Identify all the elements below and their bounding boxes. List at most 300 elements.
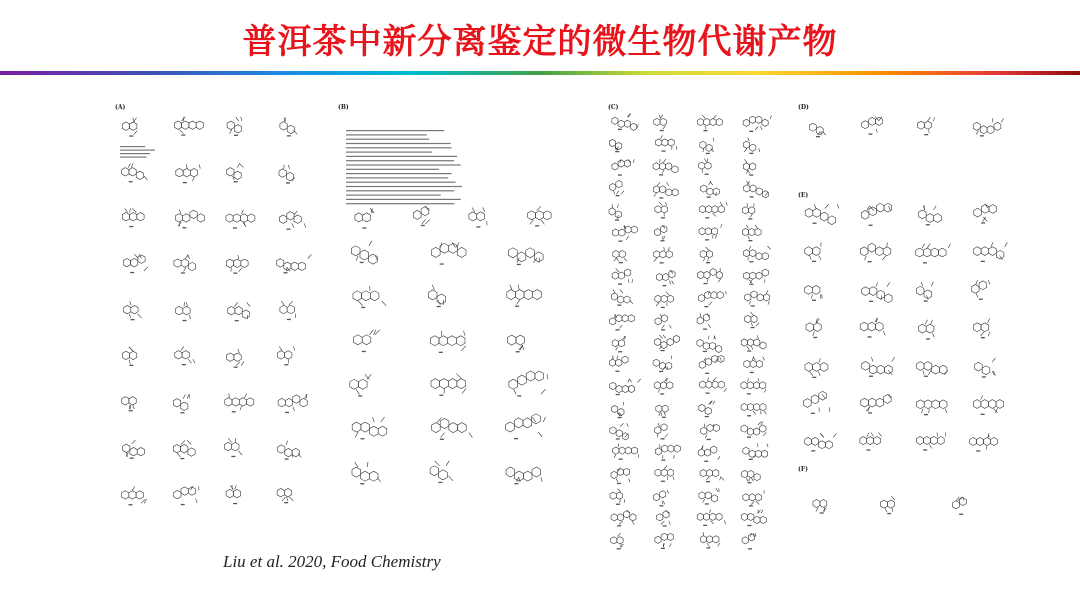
compound-number-mark xyxy=(660,130,664,131)
compound-number-mark xyxy=(706,481,710,482)
compound-number-mark xyxy=(360,483,364,484)
compound-number-mark xyxy=(361,438,365,439)
substituent-line xyxy=(346,186,462,187)
chemical-structure xyxy=(917,362,948,375)
compound-number-mark xyxy=(812,300,816,301)
chemical-structure xyxy=(700,247,713,261)
chemical-structure xyxy=(860,318,885,336)
compound-number-mark xyxy=(129,181,133,182)
chemical-structure xyxy=(355,208,374,222)
compound-number-mark xyxy=(706,393,710,394)
chemical-structure xyxy=(805,433,837,448)
chemical-structure xyxy=(699,401,715,415)
panel-label-a: (A) xyxy=(115,104,126,111)
compound-number-mark xyxy=(284,272,288,273)
compound-number-mark xyxy=(705,373,709,374)
compound-number-mark xyxy=(661,481,665,482)
compound-number-mark xyxy=(703,329,707,330)
compound-number-mark xyxy=(751,305,755,306)
compound-number-mark xyxy=(286,182,290,183)
compound-number-mark xyxy=(747,350,751,351)
compound-number-mark xyxy=(703,351,707,352)
chemical-structure xyxy=(804,391,830,412)
compound-number-mark xyxy=(535,225,539,226)
chemical-structure xyxy=(122,397,137,410)
compound-number-mark xyxy=(868,261,872,262)
compound-number-mark xyxy=(180,458,184,459)
chemical-structure xyxy=(226,210,255,227)
chemical-structure xyxy=(122,163,148,180)
structures-panel-a xyxy=(112,104,327,544)
chemical-structure xyxy=(653,182,678,196)
chemical-structure xyxy=(612,114,638,131)
chemical-structure xyxy=(742,225,761,239)
chemical-structure xyxy=(916,244,951,257)
substituent-line xyxy=(120,157,147,158)
compound-number-mark xyxy=(813,337,817,338)
compound-number-mark xyxy=(362,351,366,352)
chemical-structure xyxy=(609,204,621,218)
compound-number-mark xyxy=(183,182,187,183)
compound-number-mark xyxy=(705,416,709,417)
compound-number-mark xyxy=(748,482,752,483)
compound-number-mark xyxy=(979,299,983,300)
chemical-structure xyxy=(176,164,201,181)
compound-number-mark xyxy=(749,505,753,506)
chemical-structure xyxy=(610,489,625,503)
chemical-structure xyxy=(123,440,145,457)
chemical-structure xyxy=(952,497,966,509)
compound-number-mark xyxy=(661,460,665,461)
chemical-structure xyxy=(973,319,989,337)
compound-number-mark xyxy=(706,153,710,154)
compound-number-mark xyxy=(811,450,815,451)
compound-number-mark xyxy=(866,449,870,450)
compound-number-mark xyxy=(703,525,707,526)
chemical-structure xyxy=(611,533,624,547)
panel-label-c: (C) xyxy=(608,104,619,111)
chemical-structure xyxy=(656,405,668,416)
compound-number-mark xyxy=(235,320,239,321)
compound-number-mark xyxy=(868,412,872,413)
chemical-structure xyxy=(506,467,542,482)
chemical-structure xyxy=(813,500,827,512)
chemical-structure xyxy=(122,487,147,504)
chemical-structure xyxy=(124,301,142,318)
chemical-structure xyxy=(917,433,946,449)
chemical-structure xyxy=(354,330,380,345)
chemical-structure xyxy=(122,347,137,364)
compound-number-mark xyxy=(617,483,621,484)
chemical-structure xyxy=(700,470,724,481)
citation: Liu et al. 2020, Food Chemistry xyxy=(223,552,441,571)
compound-number-mark xyxy=(707,439,711,440)
compound-number-mark xyxy=(811,413,815,414)
chemical-structure xyxy=(351,241,377,264)
compound-number-mark xyxy=(869,376,873,377)
compound-number-mark xyxy=(707,197,711,198)
compound-number-mark xyxy=(616,438,620,439)
chemical-structure xyxy=(699,355,724,368)
chemical-structure xyxy=(612,402,624,416)
chemical-structure xyxy=(611,289,633,303)
compound-number-mark xyxy=(234,181,238,182)
chemical-structure xyxy=(656,270,675,284)
chemical-structure xyxy=(430,331,466,351)
chemical-structure xyxy=(352,417,387,437)
compound-number-mark xyxy=(981,261,985,262)
chemical-structure xyxy=(862,357,895,375)
compound-number-mark xyxy=(476,226,480,227)
chemical-structure xyxy=(699,224,722,238)
chemical-structure xyxy=(974,242,1008,260)
compound-number-mark xyxy=(981,337,985,338)
chemical-structure xyxy=(655,533,674,547)
structures-panel-d xyxy=(795,104,1025,534)
chemical-structure xyxy=(809,123,825,135)
chemical-structure xyxy=(656,135,677,149)
compound-number-mark xyxy=(233,227,237,228)
compound-number-mark xyxy=(360,262,364,263)
compound-number-mark xyxy=(439,395,443,396)
substituent-line xyxy=(346,173,452,174)
chemical-structure xyxy=(612,336,625,350)
compound-number-mark xyxy=(287,319,291,320)
compound-number-mark xyxy=(615,371,619,372)
compound-number-mark xyxy=(662,417,666,418)
chemical-structure xyxy=(226,485,241,498)
compound-number-mark xyxy=(704,306,708,307)
chemical-structure xyxy=(699,159,712,173)
chemical-structure xyxy=(974,204,997,222)
compound-number-mark xyxy=(183,320,187,321)
compound-number-mark xyxy=(812,377,816,378)
compound-number-mark xyxy=(981,222,985,223)
substituent-line xyxy=(346,134,427,135)
compound-number-mark xyxy=(618,129,622,130)
compound-number-mark xyxy=(661,329,665,330)
compound-number-mark xyxy=(616,195,620,196)
compound-number-mark xyxy=(129,504,133,505)
chemical-structure xyxy=(697,510,726,524)
substituent-line xyxy=(346,177,448,178)
compound-number-mark xyxy=(959,514,963,515)
chemical-structure xyxy=(428,285,445,305)
chemical-structure xyxy=(972,280,991,298)
chemical-structure xyxy=(861,394,891,412)
compound-number-mark xyxy=(231,456,235,457)
compound-number-mark xyxy=(980,135,984,136)
chemical-structure xyxy=(176,302,191,319)
chemical-structure xyxy=(225,394,254,411)
compound-number-mark xyxy=(234,135,238,136)
compound-number-mark xyxy=(421,225,425,226)
compound-number-mark xyxy=(287,135,291,136)
chemical-structure xyxy=(655,225,667,239)
chemical-structure xyxy=(741,404,766,415)
chemical-structure xyxy=(861,203,891,219)
compound-number-mark xyxy=(617,525,621,526)
compound-number-mark xyxy=(705,174,709,175)
compound-number-mark xyxy=(661,438,665,439)
chemical-structure xyxy=(805,204,838,225)
panel-label-f: (F) xyxy=(798,466,808,473)
compound-number-mark xyxy=(660,393,664,394)
chemical-structure xyxy=(224,438,242,455)
compound-number-mark xyxy=(869,225,873,226)
chemical-structure xyxy=(741,335,766,349)
compound-number-mark xyxy=(705,239,709,240)
compound-number-mark xyxy=(129,410,133,411)
chemical-structure xyxy=(973,395,1003,413)
chemical-structure xyxy=(805,286,822,299)
compound-number-mark xyxy=(285,458,289,459)
chemical-structure xyxy=(917,400,948,413)
chemical-structure xyxy=(279,165,295,182)
structures-panel-c xyxy=(602,104,782,564)
compound-number-mark xyxy=(659,174,663,175)
compound-number-mark xyxy=(748,218,752,219)
chemical-structure xyxy=(698,268,723,282)
chemical-structure xyxy=(700,138,714,152)
chemical-structure xyxy=(175,210,204,227)
chemical-structure xyxy=(610,314,635,328)
figure-panel-a xyxy=(112,104,327,544)
compound-number-mark xyxy=(747,393,751,394)
compound-number-mark xyxy=(923,449,927,450)
compound-number-mark xyxy=(749,153,753,154)
compound-number-mark xyxy=(616,394,620,395)
chemical-structure xyxy=(744,357,765,368)
chemical-structure xyxy=(174,255,196,272)
chemical-structure xyxy=(228,302,250,319)
compound-number-mark xyxy=(661,307,665,308)
compound-number-mark xyxy=(704,130,708,131)
compound-number-mark xyxy=(924,376,928,377)
compound-number-mark xyxy=(618,351,622,352)
compound-number-mark xyxy=(662,150,666,151)
chemical-structure xyxy=(973,118,1004,134)
compound-number-mark xyxy=(749,284,753,285)
substituent-line xyxy=(346,190,454,191)
compound-number-mark xyxy=(924,134,928,135)
chemical-structure xyxy=(612,268,633,282)
compound-number-mark xyxy=(182,227,186,228)
chemical-structure xyxy=(654,115,667,129)
chemical-structure xyxy=(509,248,544,263)
panel-label-d: (D) xyxy=(798,104,809,111)
chemical-structure xyxy=(743,159,756,173)
compound-number-mark xyxy=(981,414,985,415)
chemical-structure xyxy=(655,314,671,328)
compound-number-mark xyxy=(129,365,133,366)
compound-number-mark xyxy=(617,548,621,549)
chemical-structure xyxy=(509,371,548,394)
compound-number-mark xyxy=(440,439,444,440)
chemical-structure xyxy=(745,290,770,304)
chemical-structure xyxy=(277,489,293,502)
compound-number-mark xyxy=(661,350,665,351)
chemical-structure xyxy=(743,490,764,504)
chemical-structure xyxy=(430,461,453,481)
chemical-structure xyxy=(742,471,761,482)
compound-number-mark xyxy=(659,505,663,506)
compound-number-mark xyxy=(924,414,928,415)
chemical-structure xyxy=(743,269,768,283)
title-divider xyxy=(0,71,1080,75)
compound-number-mark xyxy=(820,512,824,513)
substituent-line xyxy=(346,169,439,170)
substituent-line xyxy=(346,160,454,161)
substituent-line xyxy=(120,146,145,147)
chemical-structure xyxy=(278,394,307,411)
chemical-structure xyxy=(741,510,766,524)
compound-number-mark xyxy=(982,376,986,377)
compound-number-mark xyxy=(747,415,751,416)
chemical-structure xyxy=(970,434,998,450)
chemical-structure xyxy=(743,116,771,130)
compound-number-mark xyxy=(748,240,752,241)
substituent-line xyxy=(346,130,444,131)
chemical-structure xyxy=(610,181,625,195)
chemical-structure xyxy=(699,488,719,502)
compound-number-mark xyxy=(358,395,362,396)
chemical-structure xyxy=(280,301,296,318)
chemical-structure xyxy=(507,285,542,305)
compound-number-mark xyxy=(662,285,666,286)
chemical-structure xyxy=(919,320,935,338)
chemical-structure xyxy=(611,510,636,524)
compound-number-mark xyxy=(868,134,872,135)
compound-number-mark xyxy=(615,219,619,220)
panel-label-e: (E) xyxy=(798,192,809,199)
chemical-structure xyxy=(743,444,768,458)
compound-number-mark xyxy=(439,352,443,353)
compound-number-mark xyxy=(618,417,622,418)
chemical-structure xyxy=(743,246,770,260)
compound-number-mark xyxy=(705,217,709,218)
chemical-structure xyxy=(353,286,386,306)
slide-title: 普洱茶中新分离鉴定的微生物代谢产物 xyxy=(242,22,838,62)
chemical-structure xyxy=(174,117,203,134)
chemical-structure xyxy=(654,378,673,392)
chemical-structure xyxy=(610,379,641,393)
chemical-structure xyxy=(862,282,892,302)
compound-number-mark xyxy=(868,336,872,337)
chemical-structure xyxy=(916,282,933,300)
compound-number-mark xyxy=(181,504,185,505)
substituent-line xyxy=(346,182,456,183)
chemical-structure xyxy=(975,358,996,376)
chemical-structure xyxy=(173,440,195,457)
compound-number-mark xyxy=(750,372,754,373)
compound-number-mark xyxy=(362,227,366,228)
compound-number-mark xyxy=(129,135,133,136)
chemical-structure xyxy=(611,468,630,482)
compound-number-mark xyxy=(976,450,980,451)
substituent-line xyxy=(346,139,429,140)
chemical-structure xyxy=(881,496,895,512)
chemical-structure xyxy=(352,462,381,482)
compound-number-mark xyxy=(887,513,891,514)
chemical-structure xyxy=(122,118,137,135)
compound-number-mark xyxy=(812,261,816,262)
chemical-structure xyxy=(609,356,628,367)
chemical-structure xyxy=(698,445,720,459)
compound-number-mark xyxy=(751,327,755,328)
compound-number-mark xyxy=(616,504,620,505)
chemical-structure xyxy=(227,349,245,366)
compound-number-mark xyxy=(130,458,134,459)
compound-number-mark xyxy=(438,482,442,483)
compound-number-mark xyxy=(233,273,237,274)
chemical-structure xyxy=(860,433,882,445)
compound-number-mark xyxy=(926,224,930,225)
chemical-structure xyxy=(741,378,766,392)
compound-number-mark xyxy=(704,461,708,462)
chemical-structure xyxy=(413,206,430,224)
compound-number-mark xyxy=(706,262,710,263)
compound-number-mark xyxy=(749,131,753,132)
compound-number-mark xyxy=(748,548,752,549)
compound-number-mark xyxy=(750,196,754,197)
chemical-structure xyxy=(431,374,466,394)
chemical-structure xyxy=(432,418,473,438)
chemical-structure xyxy=(655,444,680,458)
chemical-structure xyxy=(613,225,638,239)
substituent-line xyxy=(346,203,455,204)
chemical-structure xyxy=(744,181,769,198)
chemical-structure xyxy=(280,211,306,228)
substituent-line xyxy=(120,150,155,151)
chemical-structure xyxy=(613,443,639,457)
compound-number-mark xyxy=(618,174,622,175)
compound-number-mark xyxy=(749,261,753,262)
compound-number-mark xyxy=(515,306,519,307)
compound-number-mark xyxy=(287,229,291,230)
chemical-structure xyxy=(609,139,622,150)
chemical-structure xyxy=(506,414,546,437)
chemical-structure xyxy=(862,117,883,133)
compound-number-mark xyxy=(284,364,288,365)
compound-number-mark xyxy=(181,272,185,273)
compound-number-mark xyxy=(234,367,238,368)
compound-number-mark xyxy=(619,459,623,460)
chemical-structure xyxy=(655,292,674,306)
chemical-structure xyxy=(742,203,755,217)
compound-number-mark xyxy=(131,319,135,320)
chemical-structure xyxy=(528,206,551,224)
compound-number-mark xyxy=(661,217,665,218)
compound-number-mark xyxy=(616,329,620,330)
compound-number-mark xyxy=(813,223,817,224)
compound-number-mark xyxy=(437,306,441,307)
compound-number-mark xyxy=(663,525,667,526)
chemical-structure xyxy=(860,243,890,261)
compound-number-mark xyxy=(182,364,186,365)
compound-number-mark xyxy=(749,174,753,175)
chemical-structure xyxy=(698,115,723,129)
compound-number-mark xyxy=(617,305,621,306)
substituent-line xyxy=(346,195,441,196)
compound-number-mark xyxy=(361,307,365,308)
chemical-structure xyxy=(700,532,720,546)
compound-number-mark xyxy=(618,284,622,285)
chemical-structure xyxy=(507,335,524,350)
chemical-structure xyxy=(805,242,821,260)
chemical-structure xyxy=(699,202,727,216)
chemical-structure xyxy=(280,118,297,135)
